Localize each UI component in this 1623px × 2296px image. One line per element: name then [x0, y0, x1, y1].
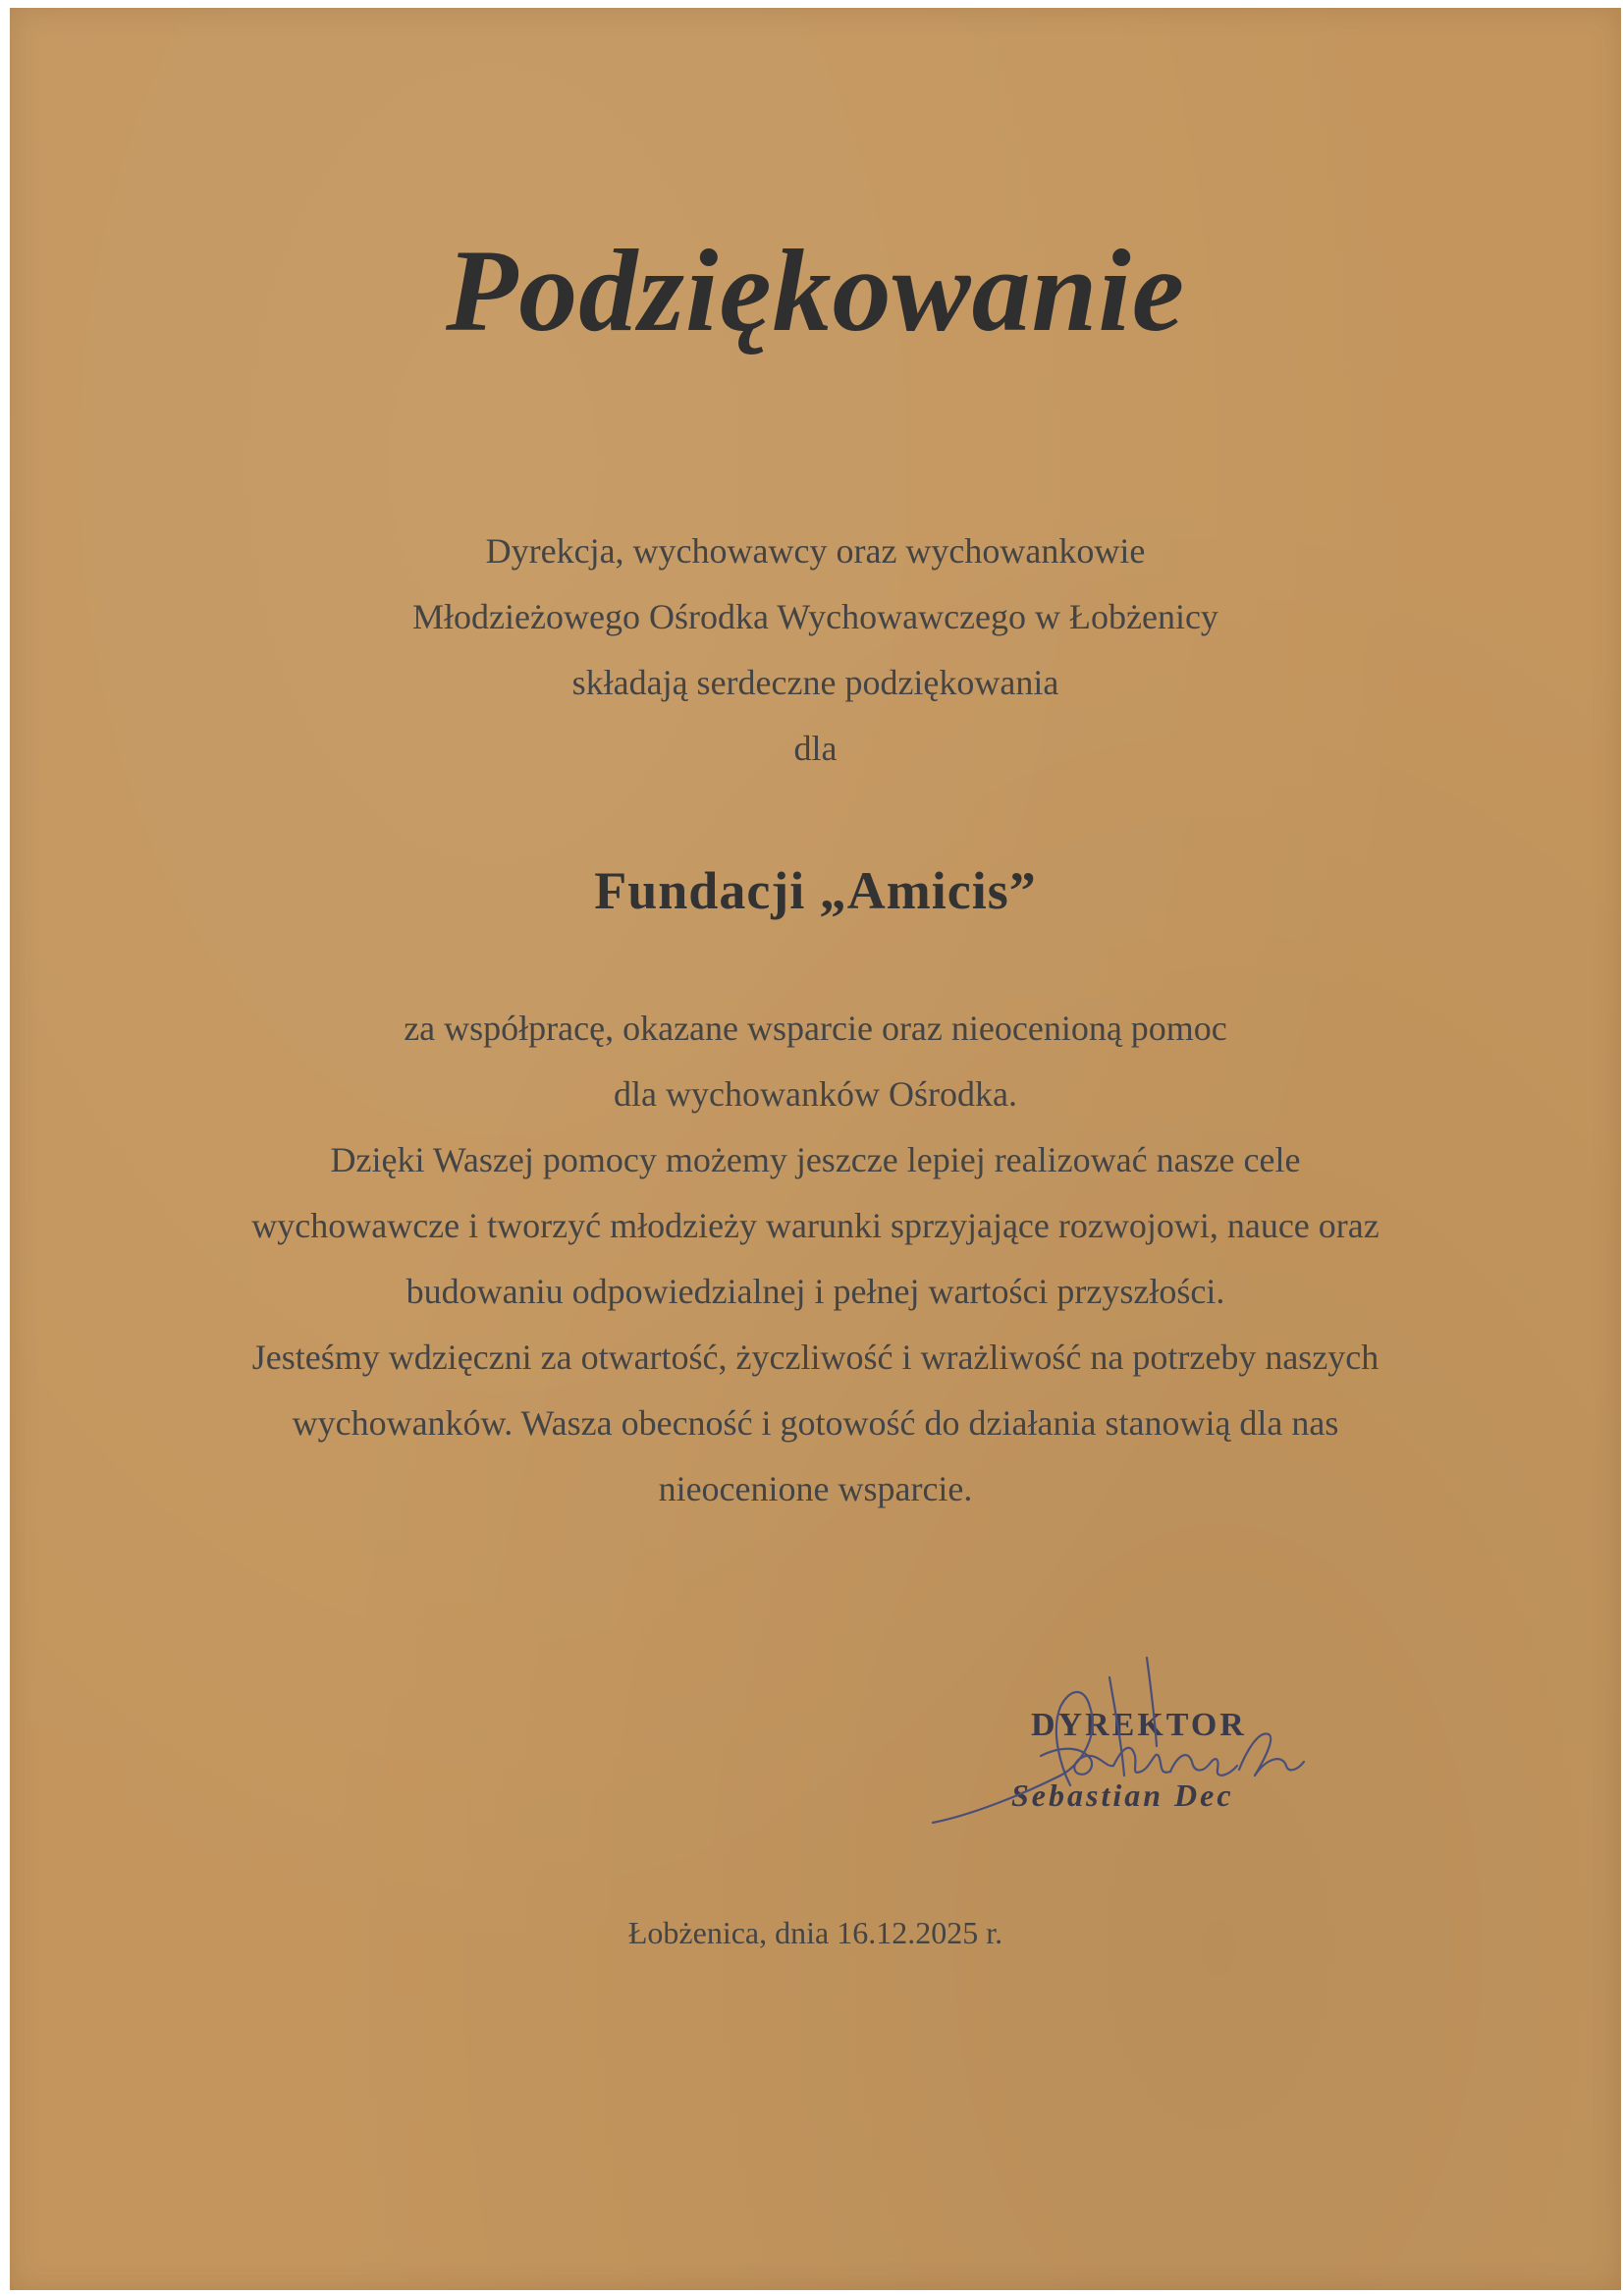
intro-line: Młodzieżowego Ośrodka Wychowawczego w Łobżenicy — [412, 597, 1218, 636]
stamp-name: Sebastian Dec — [1011, 1777, 1234, 1813]
body-line: budowaniu odpowiedzialnej i pełnej wartości przyszłości. — [406, 1272, 1225, 1311]
body-line: Dzięki Waszej pomocy możemy jeszcze lepiej realizować nasze cele — [330, 1140, 1301, 1179]
director-signature-block — [913, 1648, 1325, 1844]
recipient-name: Fundacji „Amicis” — [594, 861, 1037, 920]
body-line: Jesteśmy wdzięczni za otwartość, życzliwość i wrażliwość na potrzeby naszych — [251, 1338, 1380, 1377]
body-line: wychowanków. Wasza obecność i gotowość do działania stanowią dla nas — [292, 1403, 1339, 1443]
place-and-date: Łobżenica, dnia 16.12.2025 r. — [627, 1915, 1003, 1950]
certificate-page — [10, 8, 1621, 2290]
document-title: Podziękowanie — [446, 225, 1185, 355]
body-paragraph — [10, 996, 1621, 1522]
intro-paragraph — [10, 519, 1621, 782]
intro-line: składają serdeczne podziękowania — [571, 663, 1059, 702]
intro-line: dla — [793, 729, 838, 768]
body-line: dla wychowanków Ośrodka. — [614, 1074, 1017, 1114]
intro-line: Dyrekcja, wychowawcy oraz wychowankowie — [485, 531, 1146, 571]
stamp-role: DYREKTOR — [1031, 1707, 1247, 1743]
body-line: za współpracę, okazane wsparcie oraz nieocenioną pomoc — [404, 1009, 1227, 1048]
handwritten-signature-icon — [913, 1648, 1325, 1844]
body-line: wychowawcze i tworzyć młodzieży warunki sprzyjające rozwojowi, nauce oraz — [251, 1206, 1380, 1245]
body-line: nieocenione wsparcie. — [658, 1469, 973, 1508]
